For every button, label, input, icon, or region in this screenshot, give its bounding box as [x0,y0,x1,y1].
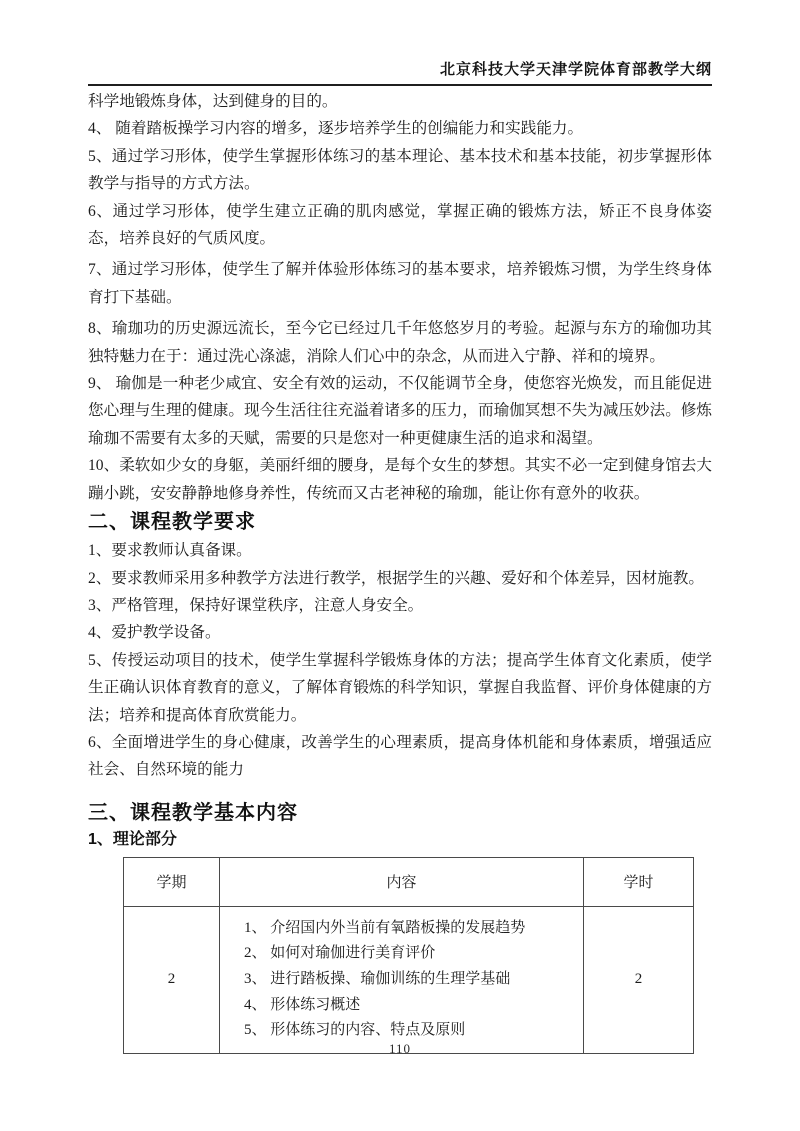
content-item: 2、 如何对瑜伽进行美育评价 [244,945,436,962]
requirement-item: 4、爱护教学设备。 [88,624,221,642]
page-header [88,58,712,86]
requirement-item: 5、传授运动项目的技术，使学生掌握科学锻炼身体的方法；提高学生体育文化素质，使学生正确认识体育教育的意义，了解体育锻炼的科学知识，掌握自我监督、评价身体健康的方法；培养和提高体育欣赏能力。 [88,651,712,724]
paragraph: 9、 瑜伽是一种老少咸宜、安全有效的运动，不仅能调节全身，使您容光焕发，而且能促进您心理与生理的健康。现今生活往往充溢着诸多的压力，而瑜伽冥想不失为减压妙法。修炼瑜珈不需要有太多的天赋，需要的只是您对一种更健康生活的追求和渴望。 [88,375,712,447]
requirement-item: 2、要求教师采用多种教学方法进行教学，根据学生的兴趣、爱好和个体差异，因材施教。 [88,569,704,587]
semester-cell: 2 [124,906,220,1053]
content-item: 1、 介绍国内外当前有氧踏板操的发展趋势 [244,919,526,936]
table-header-row [124,857,694,906]
column-header-content: 内容 [220,857,584,906]
content-cell [220,906,584,1053]
column-header-hours: 学时 [584,857,694,906]
paragraph: 科学地锻炼身体，达到健身的目的。 [88,93,338,110]
paragraph: 5、通过学习形体，使学生掌握形体练习的基本理论、基本技术和基本技能，初步掌握形体教学与指导的方式方法。 [88,147,712,193]
requirement-item: 3、严格管理，保持好课堂秩序，注意人身安全。 [88,596,424,614]
header-title: 北京科技大学天津学院体育部教学大纲 [439,61,712,78]
paragraph: 7、通过学习形体，使学生了解并体验形体练习的基本要求，培养锻炼习惯，为学生终身体育打下基础。 [88,261,712,306]
paragraph: 6、通过学习形体，使学生建立正确的肌肉感觉，掌握正确的锻炼方法，矫正不良身体姿态，培养良好的气质风度。 [88,202,712,248]
section-heading-teaching-requirements: 二、课程教学要求 [88,511,256,534]
section-heading-basic-content: 三、课程教学基本内容 [88,801,298,824]
requirement-item: 6、全面增进学生的身心健康，改善学生的心理素质，提高身体机能和身体素质，增强适应社会、自然环境的能力 [88,733,712,779]
page-number: 110 [388,1041,412,1056]
content-item: 3、 进行踏板操、瑜伽训练的生理学基础 [244,970,511,987]
paragraph: 10、柔软如少女的身躯，美丽纤细的腰身，是每个女生的梦想。其实不必一定到健身馆去大蹦小跳，安安静静地修身养性，传统而又古老神秘的瑜珈，能让你有意外的收获。 [88,457,712,502]
paragraph: 8、瑜珈功的历史源远流长，至今它已经过几千年悠悠岁月的考验。起源与东方的瑜伽功其独特魅力在于：通过洗心涤滤，消除人们心中的杂念，从而进入宁静、祥和的境界。 [88,320,712,365]
column-header-semester: 学期 [124,857,220,906]
page-content [88,88,712,1054]
hours-cell: 2 [584,906,694,1053]
subsection-heading-theory: 1、理论部分 [88,830,177,848]
requirement-item: 1、要求教师认真备课。 [88,542,252,560]
page-footer [0,1041,800,1057]
content-item: 5、 形体练习的内容、特点及原则 [244,1022,466,1039]
theory-table [123,857,694,1054]
paragraph: 4、 随着踏板操学习内容的增多，逐步培养学生的创编能力和实践能力。 [88,120,584,138]
content-item: 4、 形体练习概述 [244,996,361,1013]
table-row [124,906,694,1053]
